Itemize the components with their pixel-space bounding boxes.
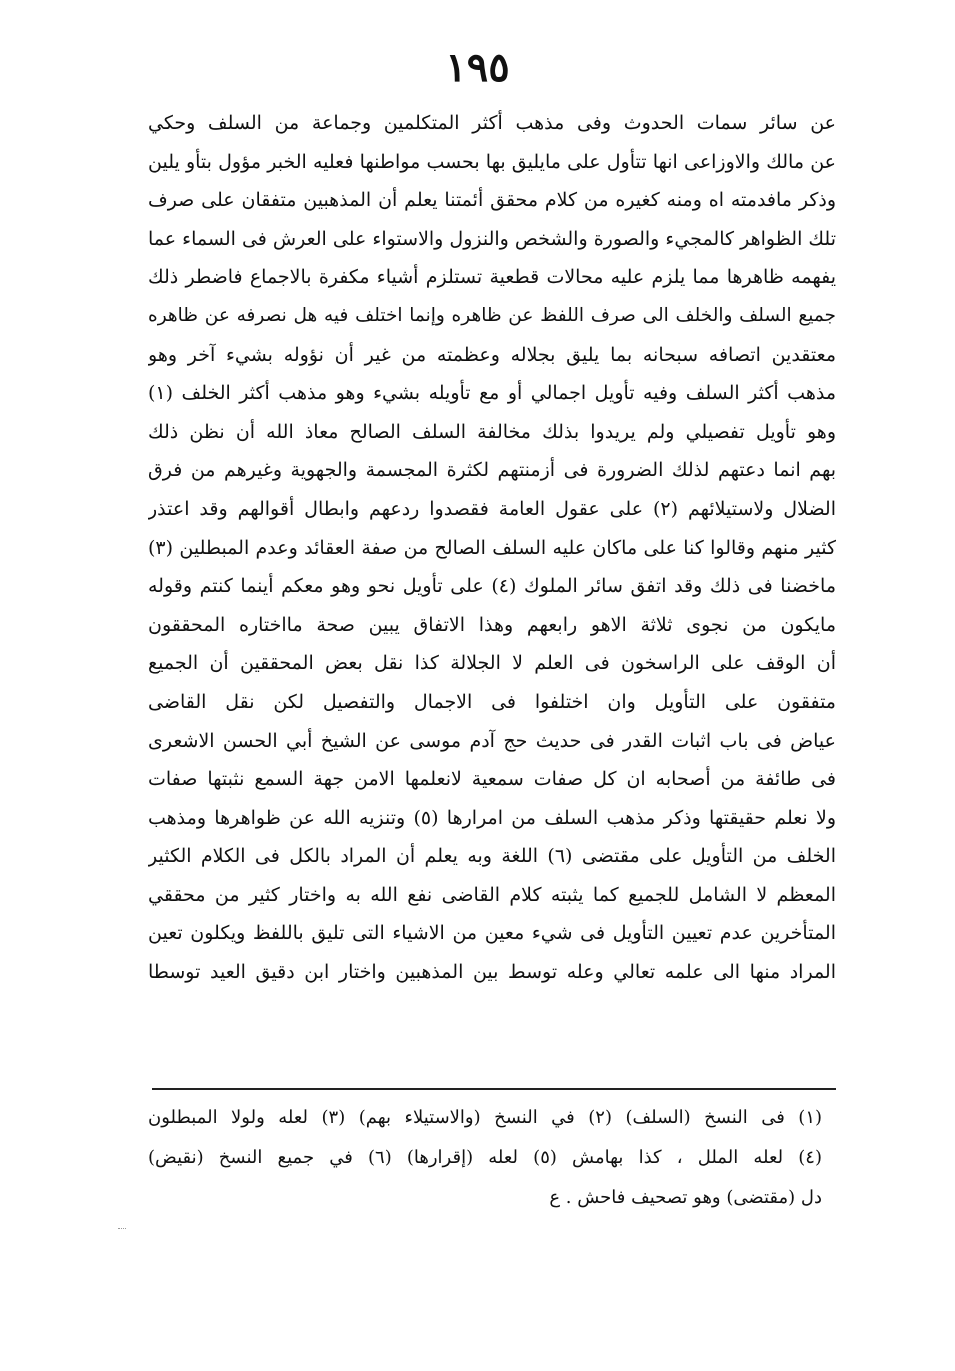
- footnote-separator: [152, 1088, 836, 1090]
- text-line: عن سائر سمات الحدوث وفى مذهب أكثر المتكلمين وجماعة من السلف وحكي: [148, 112, 836, 134]
- text-line: فى طائفة من أصحابه ان كل صفات سمعية لانعلمها الامن جهة السمع نثبتها صفات: [148, 768, 836, 791]
- text-line: الضلال ولاستيلائهم (٢) على عقول العامة فقصدوا ردعهم وابطال أقوالهم وقد اعتذر: [148, 497, 836, 520]
- text-line: عياض فى باب اثبات القدر فى حديث حج آدم موسى عن الشيخ أبي الحسن الاشعرى: [148, 729, 836, 752]
- footnote-line: (٤) لعله الملل ، كذا بهامش (٥) لعله (إقرارها) (٦) في جميع النسخ (نقيض): [148, 1147, 822, 1168]
- text-line: المعظم لا الشامل للجميع كما يثبته كلام القاضى نفع الله به واختار كثير من محققي: [148, 883, 836, 906]
- text-line: كثير منهم وقالوا كنا على ماكان عليه السلف الصالح من صفة العقائد وعدم المبطلين (٣): [148, 536, 836, 559]
- text-line: ماخضنا فى ذلك وقد اتفق سائر الملوك (٤) على تأويل نحو وهو معكم أينما كنتم وقوله: [148, 575, 836, 598]
- text-line: أن الوقف على الراسخون فى العلم لا الجلالة كذا نقل بعض المحققين أن الجميع: [148, 652, 836, 675]
- text-line: مايكون من نجوى ثلاثة الاهو رابعهم وهذا الاتفاق يبين صحة مااختاره المحققون: [148, 613, 836, 636]
- text-line: معتقدين اتصافه سبحانه بما يليق بجلاله وعظمته من غير أن نؤوله بشيء آخر وهو: [148, 343, 836, 366]
- text-line: مذهب أكثر السلف وفيه تأويل اجمالي أو مع تأويله بشيء وهو مذهب أكثر الخلف (١): [148, 382, 836, 405]
- footnote-line: دل (مقتضى) وهو تصحيف فاحش . ع: [549, 1187, 822, 1208]
- page-number: ١٩٥: [445, 44, 510, 91]
- text-line: تلك الظواهر كالمجيء والصورة والشخص والنزول والاستواء على العرش فى السماء عما: [148, 227, 836, 250]
- text-line: جميع السلف والخلف الى صرف اللفظ عن ظاهره وإنما اختلف فيه هل نصرفه عن ظاهره: [148, 304, 836, 326]
- text-line: الخلف من التأويل على مقتضى (٦) اللغة وبه يعلم أن المراد بالكل فى الكلام الكثير: [148, 845, 836, 868]
- text-line: المراد منها الى علمه تعالي وعله توسط بين المذهبين واختار ابن دقيق العيد توسطا: [148, 961, 836, 984]
- footnotes: [148, 1098, 836, 1218]
- text-line: وهو تأويل تفصيلي ولم يريدوا بذلك مخالفة السلف الصالح معاذ الله أن نظن ذلك: [148, 420, 836, 443]
- text-line: يفهمه ظاهرها مما يلزم عليه محالات قطعية تستلزم أشياء مكفرة بالاجماع فاضطر ذلك: [148, 266, 836, 289]
- scan-mark: [118, 1228, 126, 1230]
- text-line: بهم انما دعتهم لذلك الضرورة فى أزمنتهم لكثرة المجسمة والجهوية وغيرهم من فرق: [148, 459, 836, 482]
- text-line: ولا نعلم حقيقتها وذكر مذهب السلف من امرارها (٥) وتنزيه الله عن ظواهرها ومذهب: [148, 806, 836, 829]
- text-line: متفقون على التأويل وان اختلفوا فى الاجمال والتفصيل لكن نقل القاضى: [148, 690, 836, 713]
- text-line: المتأخرين عدم تعيين التأويل فى شيء معين من الاشياء التى تليق باللفظ ويكلون تعين: [148, 922, 836, 945]
- main-text: [148, 104, 836, 992]
- text-line: وذكر مافدمته اه ومنه كغيره من كلام محقق أئمتنا يعلم أن المذهبين متفقان على صرف: [148, 189, 836, 212]
- footnote-line: (١) فى النسخ (السلف) (٢) في النسخ (والاستيلاء بهم) (٣) لعله ولولا المبطلون: [148, 1107, 823, 1128]
- text-line: عن مالك والاوزاعى انها تتأول على مايليق بها بحسب مواطنها فعليه الخبر مؤول بتأو يلين: [148, 150, 836, 173]
